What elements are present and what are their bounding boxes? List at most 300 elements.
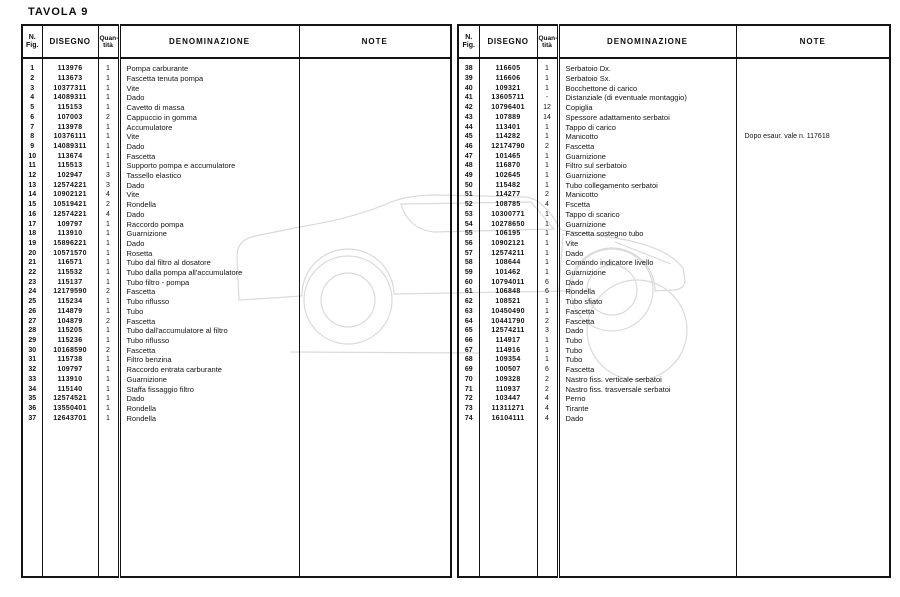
note-cell bbox=[299, 220, 451, 230]
denominazione-cell: Nastro fiss. trasversale serbatoi bbox=[558, 385, 736, 395]
denominazione-cell: Guarnizione bbox=[558, 268, 736, 278]
denominazione-cell: Dado bbox=[558, 414, 736, 424]
disegno-cell: 109797 bbox=[42, 365, 98, 375]
qty-cell: 1 bbox=[106, 259, 110, 267]
fig-cell: 28 bbox=[22, 326, 42, 336]
table-row bbox=[22, 307, 451, 317]
table-row bbox=[458, 278, 890, 288]
fig-cell: 15 bbox=[22, 200, 42, 210]
disegno-cell: 113401 bbox=[479, 123, 537, 133]
table-row bbox=[458, 307, 890, 317]
table-row bbox=[458, 336, 890, 346]
denominazione-cell: Tappo di scarico bbox=[558, 210, 736, 220]
parts-table-right bbox=[457, 24, 891, 578]
table-row bbox=[458, 210, 890, 220]
disegno-cell: 12574521 bbox=[42, 394, 98, 404]
qty-cell: 1 bbox=[106, 65, 110, 72]
fig-cell: 49 bbox=[458, 171, 479, 181]
denominazione-cell: Tubo riflusso bbox=[119, 297, 299, 307]
note-cell bbox=[299, 190, 451, 200]
note-cell bbox=[299, 249, 451, 259]
table-row bbox=[22, 171, 451, 181]
note-cell bbox=[299, 171, 451, 181]
denominazione-cell: Rondella bbox=[558, 287, 736, 297]
qty-cell: 4 bbox=[545, 414, 549, 422]
note-cell bbox=[736, 74, 890, 84]
denominazione-cell: Copiglia bbox=[558, 103, 736, 113]
qty-cell: 3 bbox=[106, 181, 110, 189]
qty-cell: 1 bbox=[106, 94, 110, 102]
disegno-cell: 115236 bbox=[42, 336, 98, 346]
fig-cell: 45 bbox=[458, 132, 479, 142]
disegno-cell: 113674 bbox=[42, 152, 98, 162]
denominazione-column-header: DENOMINAZIONE bbox=[558, 25, 736, 58]
qty-cell: 1 bbox=[545, 307, 549, 315]
table-row bbox=[458, 161, 890, 171]
disegno-column-header: DISEGNO bbox=[42, 25, 98, 58]
note-cell bbox=[299, 375, 451, 385]
note-cell bbox=[736, 414, 890, 424]
qty-cell: 1 bbox=[545, 249, 549, 257]
fig-cell: 6 bbox=[22, 113, 42, 123]
qty-cell: 1 bbox=[106, 327, 110, 335]
qty-cell: 1 bbox=[545, 220, 549, 228]
qty-cell: 1 bbox=[545, 210, 549, 218]
denominazione-cell: Raccordo pompa bbox=[119, 220, 299, 230]
note-cell bbox=[299, 336, 451, 346]
empty-cell bbox=[42, 423, 98, 577]
denominazione-cell: Guarnizione bbox=[119, 229, 299, 239]
disegno-cell: 115205 bbox=[42, 326, 98, 336]
disegno-cell: 115137 bbox=[42, 278, 98, 288]
disegno-cell: 10377311 bbox=[42, 84, 98, 94]
denominazione-cell: Distanziale (di eventuale montaggio) bbox=[558, 93, 736, 103]
qty-cell: 1 bbox=[545, 65, 549, 72]
denominazione-cell: Vite bbox=[119, 190, 299, 200]
empty-cell bbox=[98, 423, 119, 577]
fig-cell: 61 bbox=[458, 287, 479, 297]
denominazione-cell: Rosetta bbox=[119, 249, 299, 259]
table-row bbox=[458, 365, 890, 375]
denominazione-cell: Tassello elastico bbox=[119, 171, 299, 181]
note-cell bbox=[299, 93, 451, 103]
note-cell bbox=[736, 113, 890, 123]
qty-cell: 1 bbox=[106, 152, 110, 160]
note-cell bbox=[299, 287, 451, 297]
table-row bbox=[458, 355, 890, 365]
note-column-header: NOTE bbox=[736, 25, 890, 58]
denominazione-cell: Fascetta bbox=[119, 287, 299, 297]
qty-cell: 1 bbox=[545, 239, 549, 247]
note-cell bbox=[299, 229, 451, 239]
fig-cell: 29 bbox=[22, 336, 42, 346]
disegno-cell: 113910 bbox=[42, 375, 98, 385]
note-cell bbox=[736, 346, 890, 356]
note-cell bbox=[736, 336, 890, 346]
table-row bbox=[458, 297, 890, 307]
fig-cell: 33 bbox=[22, 375, 42, 385]
disegno-cell: 12574221 bbox=[42, 181, 98, 191]
denominazione-cell: Fascetta tenuta pompa bbox=[119, 74, 299, 84]
fig-cell: 10 bbox=[22, 152, 42, 162]
qty-cell: 2 bbox=[545, 317, 549, 325]
denominazione-cell: Dado bbox=[558, 278, 736, 288]
disegno-cell: 106195 bbox=[479, 229, 537, 239]
denominazione-cell: Tubo bbox=[119, 307, 299, 317]
disegno-cell: 114917 bbox=[479, 336, 537, 346]
qty-cell: 4 bbox=[106, 210, 110, 218]
disegno-cell: 10300771 bbox=[479, 210, 537, 220]
disegno-cell: 10519421 bbox=[42, 200, 98, 210]
note-cell bbox=[736, 355, 890, 365]
note-cell bbox=[736, 152, 890, 162]
note-cell bbox=[736, 268, 890, 278]
qty-cell: 1 bbox=[106, 404, 110, 412]
disegno-cell: 15896221 bbox=[42, 239, 98, 249]
disegno-cell: 114879 bbox=[42, 307, 98, 317]
note-cell bbox=[736, 123, 890, 133]
fig-cell: 4 bbox=[22, 93, 42, 103]
qty-cell: 1 bbox=[545, 162, 549, 170]
fig-cell: 37 bbox=[22, 414, 42, 424]
fig-cell: 62 bbox=[458, 297, 479, 307]
denominazione-cell: Spessore adattamento serbatoi bbox=[558, 113, 736, 123]
qty-cell: 2 bbox=[106, 317, 110, 325]
denominazione-cell: Rondella bbox=[119, 414, 299, 424]
qty-cell: 1 bbox=[106, 142, 110, 150]
qty-cell: 1 bbox=[545, 346, 549, 354]
table-row bbox=[458, 190, 890, 200]
denominazione-cell: Dado bbox=[119, 93, 299, 103]
denominazione-cell: Dado bbox=[558, 326, 736, 336]
note-cell bbox=[299, 74, 451, 84]
parts-table bbox=[457, 24, 891, 578]
fig-cell: 54 bbox=[458, 220, 479, 230]
qty-column-header: Quan- tità bbox=[537, 25, 558, 58]
fig-cell: 12 bbox=[22, 171, 42, 181]
table-row bbox=[22, 278, 451, 288]
table-row bbox=[458, 239, 890, 249]
note-cell bbox=[299, 58, 451, 74]
note-cell bbox=[736, 103, 890, 113]
fig-cell: 17 bbox=[22, 220, 42, 230]
fig-cell: 20 bbox=[22, 249, 42, 259]
table-row bbox=[22, 132, 451, 142]
fig-cell: 47 bbox=[458, 152, 479, 162]
header-row bbox=[458, 25, 890, 58]
denominazione-cell: Tappo di carico bbox=[558, 123, 736, 133]
denominazione-cell: Nastro fiss. verticale serbatoi bbox=[558, 375, 736, 385]
table-row bbox=[22, 385, 451, 395]
denominazione-cell: Vite bbox=[119, 84, 299, 94]
page-title: TAVOLA 9 bbox=[28, 6, 89, 18]
denominazione-cell: Fascetta bbox=[558, 307, 736, 317]
denominazione-cell: Dado bbox=[119, 394, 299, 404]
fig-cell: 43 bbox=[458, 113, 479, 123]
table-row bbox=[22, 414, 451, 424]
disegno-cell: 101462 bbox=[479, 268, 537, 278]
fig-cell: 18 bbox=[22, 229, 42, 239]
denominazione-cell: Bocchettone di carico bbox=[558, 84, 736, 94]
qty-cell: 1 bbox=[545, 269, 549, 277]
fig-cell: 48 bbox=[458, 161, 479, 171]
fig-cell: 70 bbox=[458, 375, 479, 385]
denominazione-cell: Guarnizione bbox=[558, 220, 736, 230]
disegno-cell: 108785 bbox=[479, 200, 537, 210]
denominazione-cell: Tubo bbox=[558, 346, 736, 356]
disegno-cell: 10902121 bbox=[42, 190, 98, 200]
denominazione-cell: Fscetta bbox=[558, 200, 736, 210]
note-cell bbox=[736, 190, 890, 200]
denominazione-cell: Dado bbox=[119, 210, 299, 220]
disegno-cell: 10278650 bbox=[479, 220, 537, 230]
disegno-cell: 10796401 bbox=[479, 103, 537, 113]
disegno-cell: 12574211 bbox=[479, 326, 537, 336]
note-cell bbox=[736, 58, 890, 74]
qty-cell: 2 bbox=[545, 375, 549, 383]
table-row bbox=[22, 190, 451, 200]
qty-cell: 1 bbox=[106, 220, 110, 228]
empty-cell bbox=[22, 423, 42, 577]
fig-cell: 31 bbox=[22, 355, 42, 365]
qty-cell: 1 bbox=[106, 414, 110, 422]
table-row bbox=[22, 161, 451, 171]
fig-cell: 25 bbox=[22, 297, 42, 307]
note-cell bbox=[299, 365, 451, 375]
table-row bbox=[458, 103, 890, 113]
disegno-cell: 116605 bbox=[479, 58, 537, 74]
note-cell bbox=[299, 161, 451, 171]
note-cell bbox=[299, 414, 451, 424]
table-row bbox=[458, 113, 890, 123]
denominazione-cell: Rondella bbox=[119, 404, 299, 414]
disegno-cell: 106848 bbox=[479, 287, 537, 297]
empty-cell bbox=[537, 423, 558, 577]
table-row bbox=[22, 229, 451, 239]
table-row bbox=[22, 123, 451, 133]
note-cell bbox=[299, 152, 451, 162]
table-row bbox=[458, 385, 890, 395]
note-cell bbox=[299, 103, 451, 113]
fig-cell: 14 bbox=[22, 190, 42, 200]
qty-cell: 3 bbox=[545, 327, 549, 335]
fig-cell: 58 bbox=[458, 258, 479, 268]
fig-cell: 38 bbox=[458, 58, 479, 74]
denominazione-cell: Comando indicatore livello bbox=[558, 258, 736, 268]
denominazione-cell: Tubo dal filtro al dosatore bbox=[119, 258, 299, 268]
fig-cell: 27 bbox=[22, 317, 42, 327]
disegno-cell: 115738 bbox=[42, 355, 98, 365]
note-cell bbox=[299, 200, 451, 210]
qty-cell: 1 bbox=[545, 181, 549, 189]
disegno-cell: 12174790 bbox=[479, 142, 537, 152]
denominazione-cell: Accumulatore bbox=[119, 123, 299, 133]
qty-cell: 1 bbox=[545, 123, 549, 131]
denominazione-cell: Fascetta sostegno tubo bbox=[558, 229, 736, 239]
disegno-cell: 102947 bbox=[42, 171, 98, 181]
disegno-cell: 114916 bbox=[479, 346, 537, 356]
disegno-cell: 100507 bbox=[479, 365, 537, 375]
note-cell bbox=[736, 93, 890, 103]
fig-cell: 13 bbox=[22, 181, 42, 191]
disegno-cell: 13550401 bbox=[42, 404, 98, 414]
fig-cell: 72 bbox=[458, 394, 479, 404]
table-row bbox=[458, 249, 890, 259]
table-row bbox=[458, 93, 890, 103]
denominazione-cell: Rondella bbox=[119, 200, 299, 210]
qty-cell: 2 bbox=[106, 346, 110, 354]
fig-cell: 11 bbox=[22, 161, 42, 171]
disegno-cell: 10902121 bbox=[479, 239, 537, 249]
note-cell bbox=[736, 142, 890, 152]
fig-cell: 69 bbox=[458, 365, 479, 375]
fig-cell: 52 bbox=[458, 200, 479, 210]
note-cell bbox=[299, 181, 451, 191]
denominazione-cell: Tubo riflusso bbox=[119, 336, 299, 346]
table-row bbox=[458, 346, 890, 356]
table-row bbox=[458, 220, 890, 230]
denominazione-cell: Dado bbox=[119, 142, 299, 152]
fig-cell: 73 bbox=[458, 404, 479, 414]
denominazione-cell: Vite bbox=[119, 132, 299, 142]
note-cell bbox=[299, 84, 451, 94]
note-cell bbox=[736, 200, 890, 210]
qty-cell: 6 bbox=[545, 288, 549, 296]
table-row bbox=[458, 258, 890, 268]
denominazione-cell: Tubo dall'accumulatore al filtro bbox=[119, 326, 299, 336]
note-cell bbox=[736, 385, 890, 395]
fig-cell: 3 bbox=[22, 84, 42, 94]
fig-cell: 2 bbox=[22, 74, 42, 84]
fig-cell: 1 bbox=[22, 58, 42, 74]
qty-cell: 1 bbox=[106, 162, 110, 170]
qty-cell: 2 bbox=[106, 201, 110, 209]
note-cell bbox=[299, 394, 451, 404]
fig-cell: 50 bbox=[458, 181, 479, 191]
empty-space-row bbox=[22, 423, 451, 577]
qty-cell: 2 bbox=[545, 142, 549, 150]
table-row bbox=[458, 394, 890, 404]
denominazione-cell: Tirante bbox=[558, 404, 736, 414]
table-row bbox=[22, 297, 451, 307]
table-row bbox=[458, 132, 890, 142]
fig-cell: 5 bbox=[22, 103, 42, 113]
denominazione-cell: Tubo bbox=[558, 355, 736, 365]
disegno-cell: 116870 bbox=[479, 161, 537, 171]
table-row bbox=[22, 200, 451, 210]
note-cell bbox=[736, 287, 890, 297]
denominazione-cell: Manicotto bbox=[558, 132, 736, 142]
denominazione-cell: Filtro sul serbatoio bbox=[558, 161, 736, 171]
qty-cell: 1 bbox=[106, 123, 110, 131]
qty-cell: 1 bbox=[545, 336, 549, 344]
fig-cell: 16 bbox=[22, 210, 42, 220]
fig-cell: 35 bbox=[22, 394, 42, 404]
note-cell bbox=[736, 326, 890, 336]
qty-cell: 1 bbox=[106, 84, 110, 92]
disegno-cell: 10168590 bbox=[42, 346, 98, 356]
fig-cell: 7 bbox=[22, 123, 42, 133]
empty-cell bbox=[299, 423, 451, 577]
fig-cell: 51 bbox=[458, 190, 479, 200]
note-cell bbox=[736, 84, 890, 94]
qty-cell: 1 bbox=[545, 298, 549, 306]
denominazione-cell: Manicotto bbox=[558, 190, 736, 200]
note-cell bbox=[299, 278, 451, 288]
denominazione-cell: Tubo sfiato bbox=[558, 297, 736, 307]
fig-cell: 66 bbox=[458, 336, 479, 346]
qty-cell: 3 bbox=[106, 172, 110, 180]
disegno-cell: 14089311 bbox=[42, 93, 98, 103]
note-cell bbox=[736, 239, 890, 249]
fig-cell: 22 bbox=[22, 268, 42, 278]
fig-cell: 55 bbox=[458, 229, 479, 239]
disegno-cell: 114277 bbox=[479, 190, 537, 200]
table-row bbox=[458, 181, 890, 191]
disegno-cell: 14089311 bbox=[42, 142, 98, 152]
disegno-cell: 107889 bbox=[479, 113, 537, 123]
qty-cell: 4 bbox=[545, 201, 549, 209]
qty-cell: 1 bbox=[106, 239, 110, 247]
table-row bbox=[458, 229, 890, 239]
disegno-cell: 110937 bbox=[479, 385, 537, 395]
qty-cell: 4 bbox=[106, 191, 110, 199]
qty-cell: 1 bbox=[545, 133, 549, 141]
table-row bbox=[22, 84, 451, 94]
parts-table bbox=[21, 24, 452, 578]
fig-cell: 30 bbox=[22, 346, 42, 356]
denominazione-cell: Tubo filtro - pompa bbox=[119, 278, 299, 288]
disegno-cell: 10441790 bbox=[479, 317, 537, 327]
fig-cell: 71 bbox=[458, 385, 479, 395]
qty-cell: 1 bbox=[106, 269, 110, 277]
fig-cell: 53 bbox=[458, 210, 479, 220]
qty-cell: 1 bbox=[106, 278, 110, 286]
table-row bbox=[22, 74, 451, 84]
table-row bbox=[458, 404, 890, 414]
note-cell bbox=[736, 161, 890, 171]
disegno-cell: 13605711 bbox=[479, 93, 537, 103]
disegno-cell: 104879 bbox=[42, 317, 98, 327]
fig-cell: 44 bbox=[458, 123, 479, 133]
table-row bbox=[458, 287, 890, 297]
table-row bbox=[22, 268, 451, 278]
disegno-cell: 108521 bbox=[479, 297, 537, 307]
disegno-cell: 109321 bbox=[479, 84, 537, 94]
denominazione-cell: Raccordo entrata carburante bbox=[119, 365, 299, 375]
denominazione-cell: Dado bbox=[119, 239, 299, 249]
disegno-cell: 10376111 bbox=[42, 132, 98, 142]
table-row bbox=[458, 152, 890, 162]
note-cell bbox=[736, 278, 890, 288]
parts-rows bbox=[22, 58, 451, 577]
note-cell bbox=[736, 307, 890, 317]
note-cell bbox=[736, 229, 890, 239]
fig-cell: 9 bbox=[22, 142, 42, 152]
qty-cell: 6 bbox=[545, 278, 549, 286]
disegno-cell: 103447 bbox=[479, 394, 537, 404]
note-cell bbox=[736, 258, 890, 268]
empty-cell bbox=[479, 423, 537, 577]
header-row bbox=[22, 25, 451, 58]
note-cell bbox=[299, 132, 451, 142]
table-row bbox=[22, 404, 451, 414]
parts-table-left bbox=[21, 24, 452, 578]
note-cell bbox=[736, 181, 890, 191]
note-cell bbox=[299, 123, 451, 133]
fig-cell: 68 bbox=[458, 355, 479, 365]
table-row bbox=[22, 93, 451, 103]
